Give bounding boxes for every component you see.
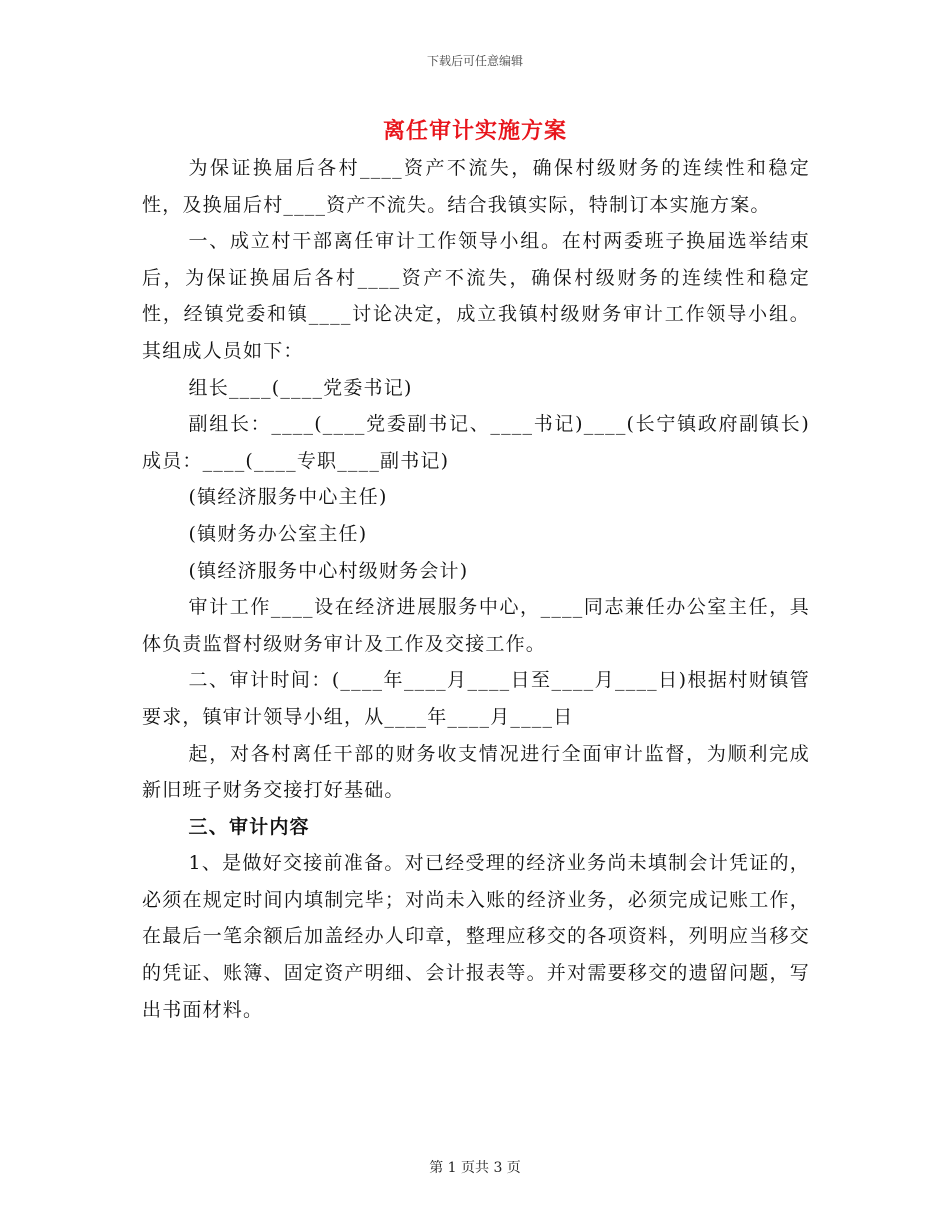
preparation-paragraph: 1、是做好交接前准备。对已经受理的经济业务尚未填制会计凭证的，必须在规定时间内填制完毕；对尚未入账的经济业务，必须完成记账工作，在最后一笔余额后加盖经办人印章，整理应移交的各项资料，列明应当移交的凭证、账簿、固定资产明细、会计报表等。并对需要移交的遗留问题，写出书面材料。 bbox=[142, 852, 810, 1021]
section-one-paragraph: 一、成立村干部离任审计工作领导小组。在村两委班子换届选举结束后，为保证换届后各村____资产不流失，确保村级财务的连续性和稳定性，经镇党委和镇____讨论决定，成立我镇村级财务审计工作领导小组。其组成人员如下： bbox=[142, 230, 810, 362]
page-number: 第 1 页共 3 页 bbox=[429, 1160, 521, 1176]
leader-line: 组长____(____党委书记) bbox=[188, 376, 413, 399]
document-body bbox=[142, 150, 810, 1028]
deputy-leader-line: 副组长：____(____党委副书记、____书记)____(长宁镇政府副镇长)成员：____(____专职____副书记) bbox=[142, 413, 810, 472]
document-title: 离任审计实施方案 bbox=[382, 118, 567, 144]
member-line-finance-office: (镇财务办公室主任) bbox=[188, 522, 368, 545]
section-two-paragraph: 二、审计时间：(____年____月____日至____月____日)根据村财镇管要求，镇审计领导小组，从____年____月____日 bbox=[142, 669, 810, 728]
page-header: 下载后可任意编辑 bbox=[426, 54, 523, 68]
member-line-accountant: (镇经济服务中心村级财务会计) bbox=[188, 559, 469, 582]
section-two-continuation: 起，对各村离任干部的财务收支情况进行全面审计监督，为顺利完成新旧班子财务交接打好基础。 bbox=[142, 742, 810, 802]
audit-office-paragraph: 审计工作____设在经济进展服务中心，____同志兼任办公室主任，具体负责监督村级财务审计及工作及交接工作。 bbox=[142, 596, 810, 655]
member-line-economic-center: (镇经济服务中心主任) bbox=[188, 486, 388, 509]
intro-paragraph: 为保证换届后各村____资产不流失，确保村级财务的连续性和稳定性，及换届后村____资产不流失。结合我镇实际，特制订本实施方案。 bbox=[142, 157, 810, 216]
section-three-heading: 三、审计内容 bbox=[188, 815, 310, 838]
